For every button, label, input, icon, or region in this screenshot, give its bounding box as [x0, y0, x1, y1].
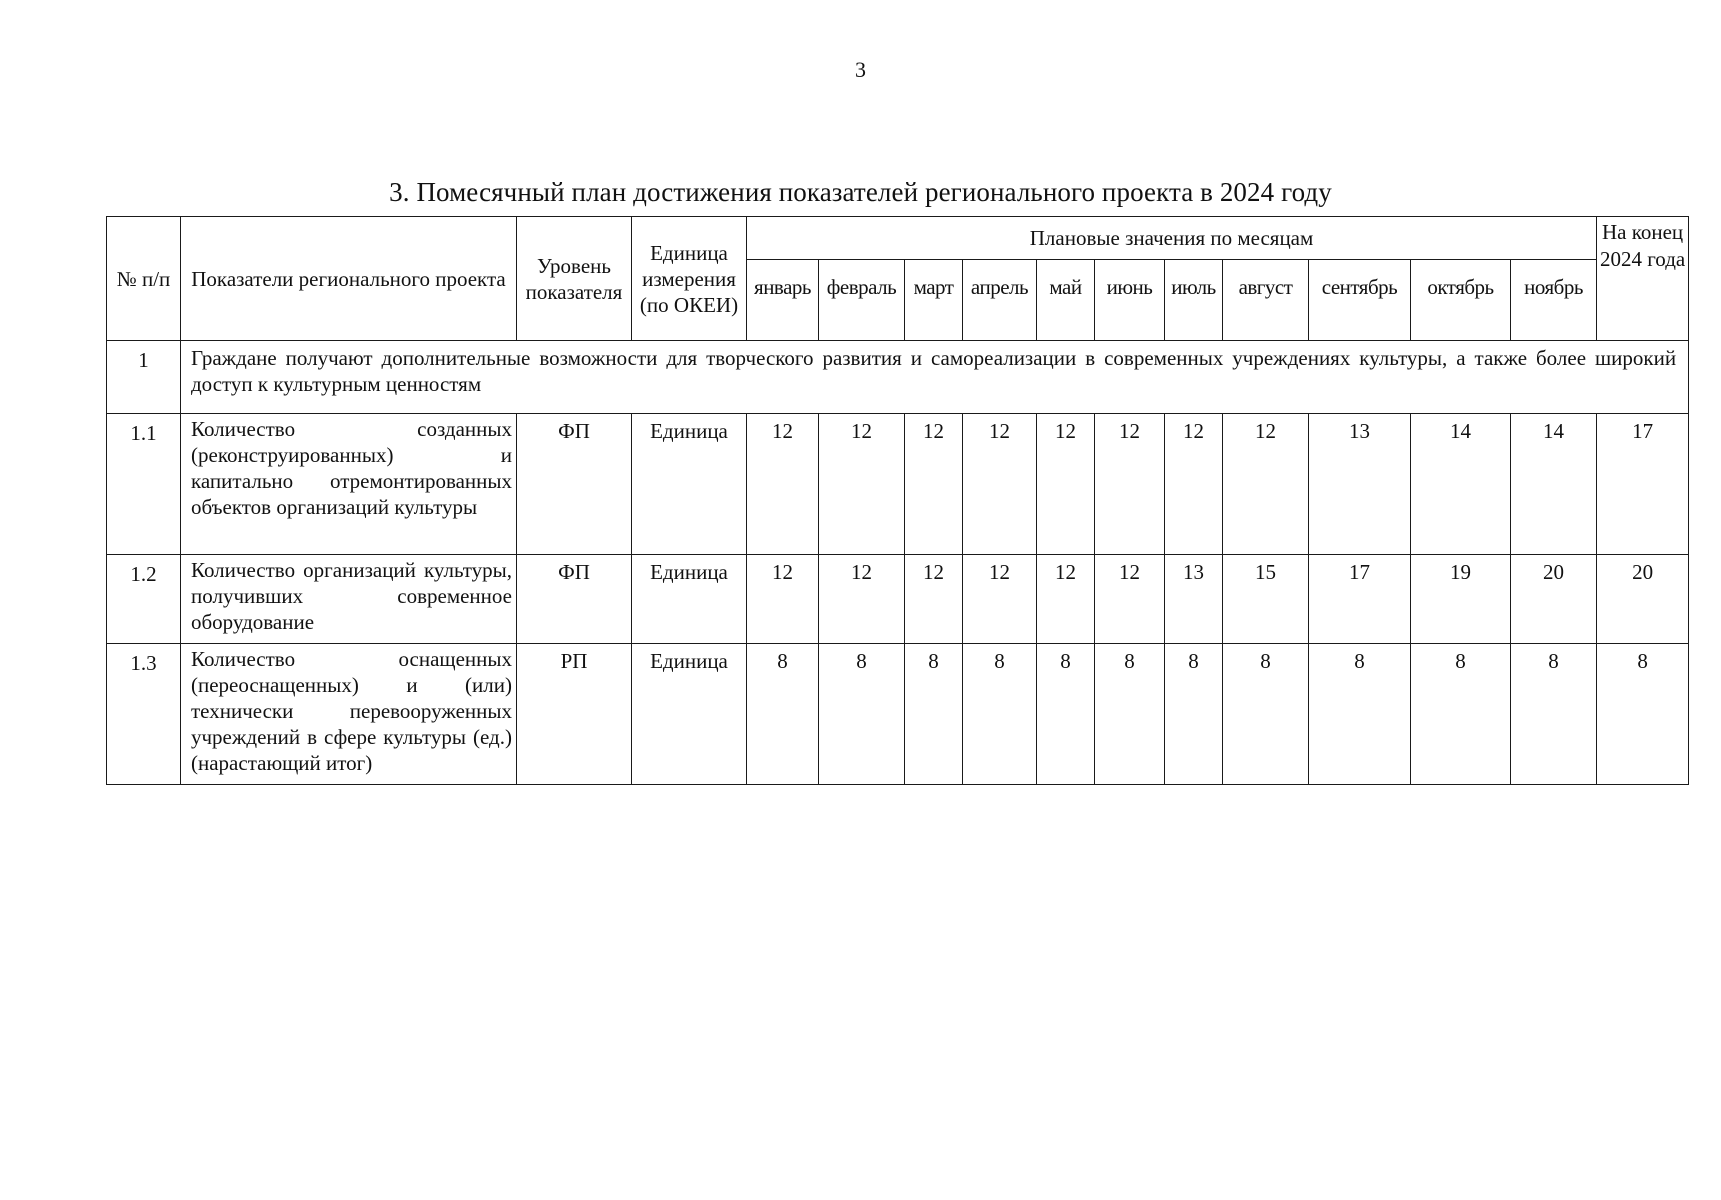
row-value: 15: [1223, 555, 1309, 644]
row-level: ФП: [517, 555, 632, 644]
header-month: ноябрь: [1511, 260, 1597, 341]
document-title: 3. Помесячный план достижения показателей регионального проекта в 2024 году: [389, 177, 1332, 207]
row-value: 8: [905, 644, 963, 785]
row-value: 8: [1095, 644, 1165, 785]
header-month: май: [1037, 260, 1095, 341]
row-indicator: Количество оснащенных (переоснащенных) и (или) технически перевооруженных учреждений в сфере культуры (ед.) (нарастающий итог): [181, 644, 517, 785]
header-month: октябрь: [1411, 260, 1511, 341]
row-value: 12: [1165, 414, 1223, 555]
row-value: 12: [1095, 555, 1165, 644]
row-value: 12: [1223, 414, 1309, 555]
row-level: РП: [517, 644, 632, 785]
row-value: 8: [1411, 644, 1511, 785]
row-value: 12: [819, 414, 905, 555]
row-value: 12: [747, 555, 819, 644]
row-value: 8: [1037, 644, 1095, 785]
goal-row: [107, 341, 1689, 414]
row-num: 1.2: [107, 555, 181, 644]
table-row: [107, 414, 1689, 555]
row-indicator: Количество организаций культуры, получивших современное оборудование: [181, 555, 517, 644]
row-value: 12: [963, 414, 1037, 555]
row-end-value: 8: [1597, 644, 1689, 785]
row-value: 8: [819, 644, 905, 785]
header-month: январь: [747, 260, 819, 341]
row-value: 17: [1309, 555, 1411, 644]
table-header-row: [107, 217, 1689, 260]
row-end-value: 17: [1597, 414, 1689, 555]
header-month: февраль: [819, 260, 905, 341]
header-plan-values: Плановые значения по месяцам: [747, 217, 1597, 260]
row-unit: Единица: [632, 644, 747, 785]
row-value: 8: [1309, 644, 1411, 785]
row-indicator: Количество созданных (реконструированных) и капитально отремонтированных объектов организаций культуры: [181, 414, 517, 555]
header-month: апрель: [963, 260, 1037, 341]
table-row: [107, 644, 1689, 785]
header-month: июль: [1165, 260, 1223, 341]
row-value: 14: [1411, 414, 1511, 555]
header-level: Уровень показателя: [517, 217, 632, 341]
monthly-plan-table: [106, 216, 1689, 785]
row-value: 8: [1165, 644, 1223, 785]
goal-text: Граждане получают дополнительные возможности для творческого развития и самореализации в современных учреждениях культуры, а также более широкий доступ к культурным ценностям: [181, 341, 1689, 414]
header-month: август: [1223, 260, 1309, 341]
row-value: 12: [963, 555, 1037, 644]
row-value: 19: [1411, 555, 1511, 644]
row-value: 20: [1511, 555, 1597, 644]
row-value: 12: [1037, 555, 1095, 644]
row-num: 1.3: [107, 644, 181, 785]
goal-num: 1: [107, 341, 181, 414]
row-value: 12: [905, 414, 963, 555]
row-level: ФП: [517, 414, 632, 555]
header-month: сентябрь: [1309, 260, 1411, 341]
row-value: 8: [963, 644, 1037, 785]
row-unit: Единица: [632, 414, 747, 555]
row-value: 12: [747, 414, 819, 555]
row-value: 12: [819, 555, 905, 644]
table-row: [107, 555, 1689, 644]
header-num: № п/п: [107, 217, 181, 341]
row-value: 8: [1511, 644, 1597, 785]
row-end-value: 20: [1597, 555, 1689, 644]
row-value: 8: [1223, 644, 1309, 785]
row-value: 12: [905, 555, 963, 644]
row-value: 14: [1511, 414, 1597, 555]
header-indicator: Показатели регионального проекта: [181, 217, 517, 341]
page-number: 3: [855, 57, 866, 82]
row-num: 1.1: [107, 414, 181, 555]
row-value: 12: [1037, 414, 1095, 555]
row-value: 8: [747, 644, 819, 785]
row-value: 13: [1165, 555, 1223, 644]
row-unit: Единица: [632, 555, 747, 644]
row-value: 12: [1095, 414, 1165, 555]
row-value: 13: [1309, 414, 1411, 555]
header-end-of-year: На конец 2024 года: [1597, 217, 1689, 341]
header-month: март: [905, 260, 963, 341]
header-month: июнь: [1095, 260, 1165, 341]
header-unit: Единица измерения (по ОКЕИ): [632, 217, 747, 341]
